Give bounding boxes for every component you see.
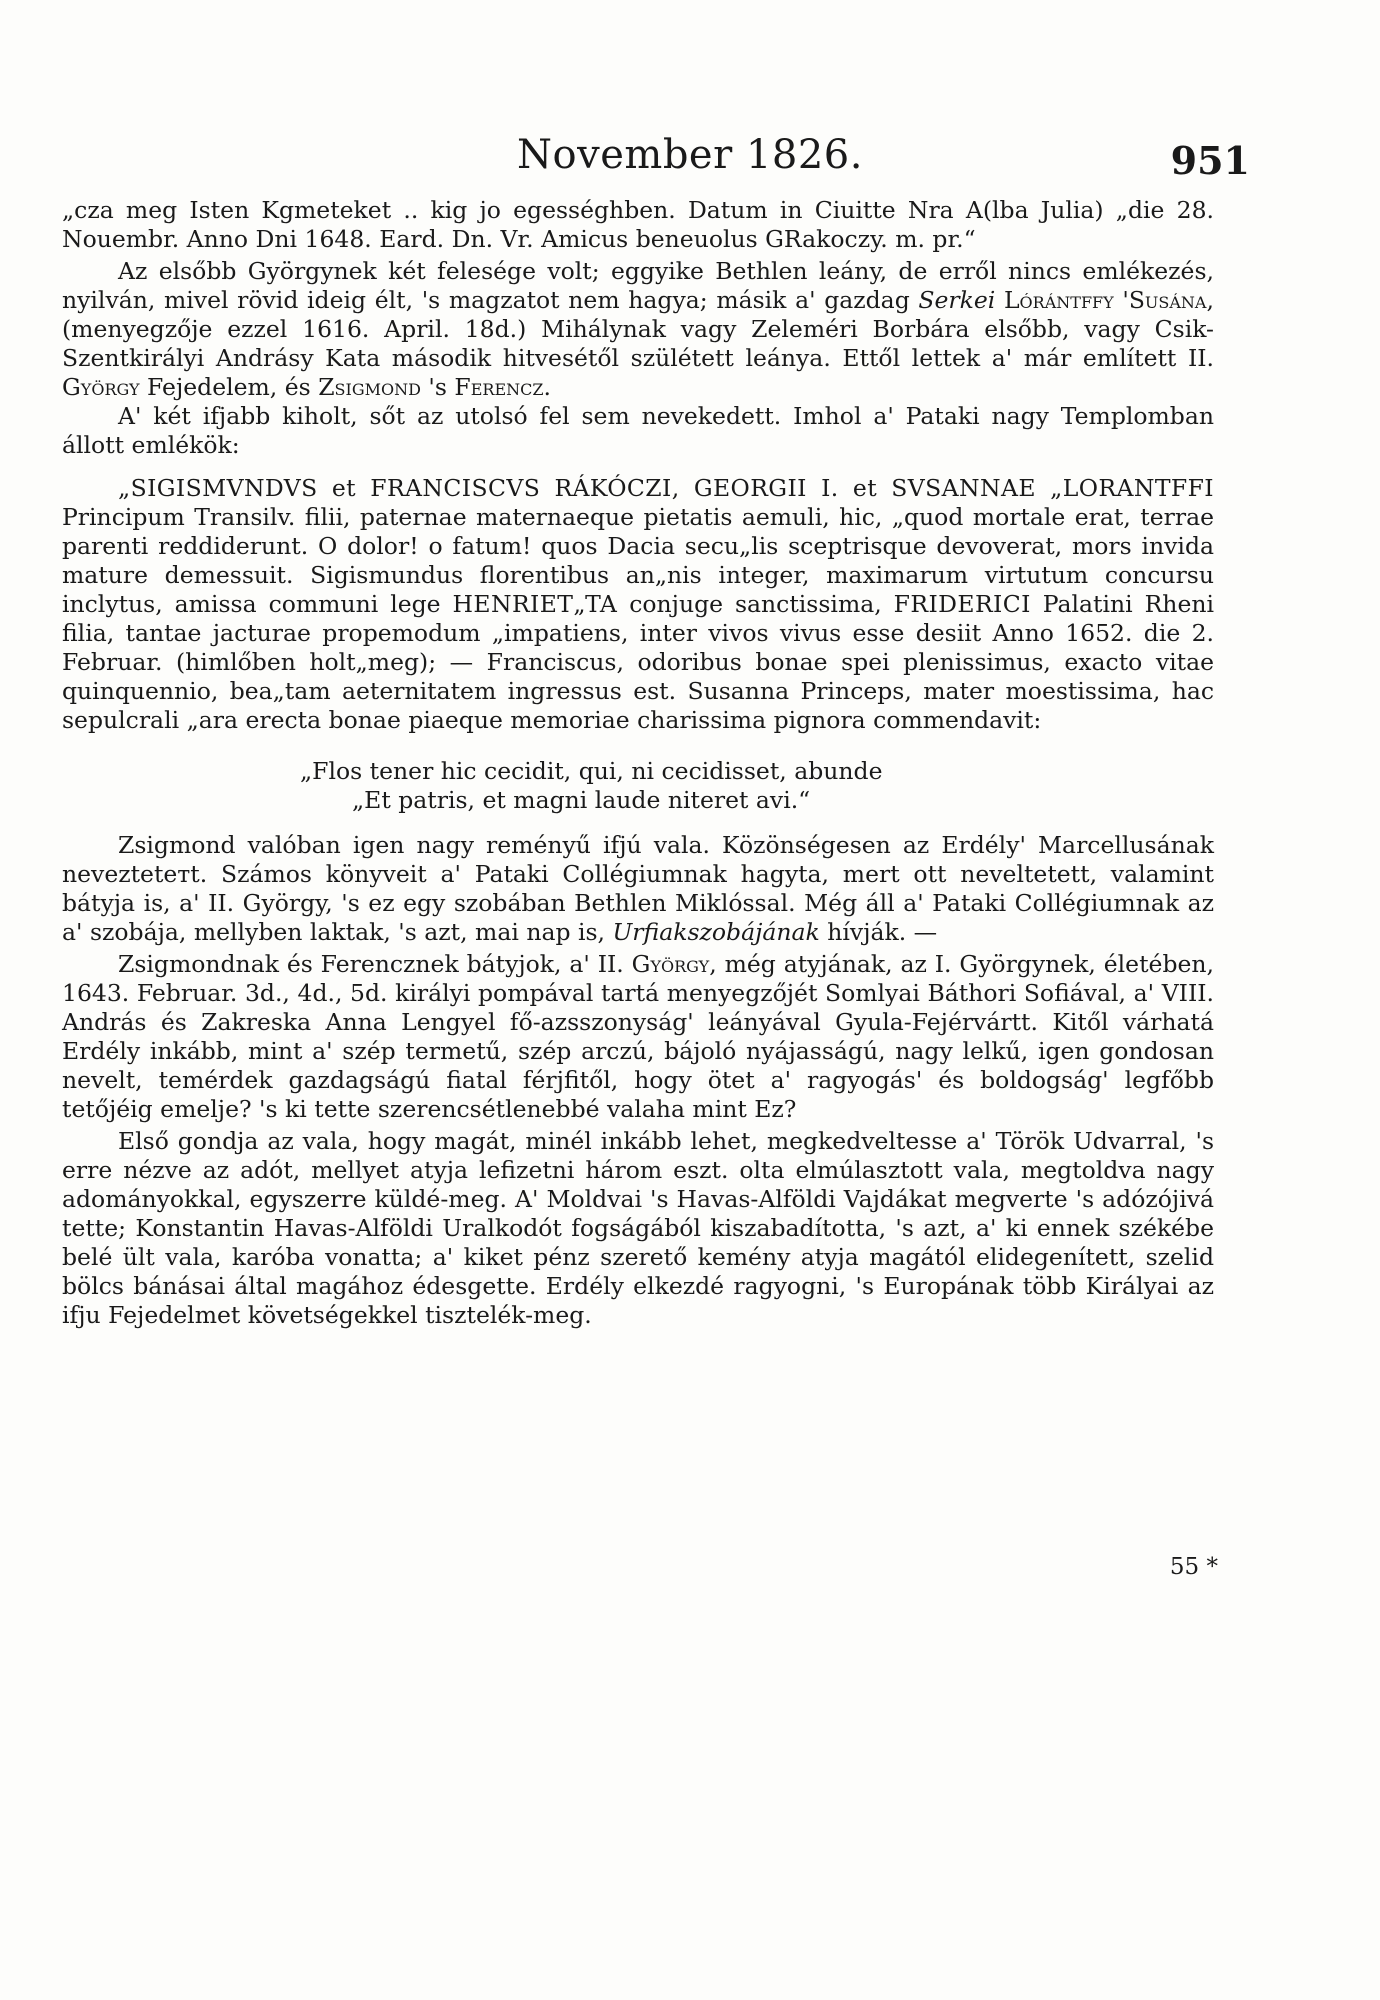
para4-start: Zsigmondnak és Ferencznek bátyjok, a' II.: [118, 950, 632, 978]
urfiak-italic: Urfiakszobájának: [612, 918, 820, 946]
inscription-text-3: Palatini Rheni filia, tantae jacturae propemodum „impatiens, inter vivos vivus esse desiit Anno 1652. die 2. Februar. (himlőben holt„meg); — Franciscus, odoribus bonae spei plenissimus, exacto vitae quinquennio, bea„tam aeternitatem ingressus est. Susanna Princeps, mater moestissima, hac sepulcrali „ara erecta bonae piaeque memoriae charissima pignora commendavit:: [62, 590, 1215, 734]
para4-end: , még atyjának, az I. Györgynek, életében, 1643. Februar. 3d., 4d., 5d. királyi pompával tartá menyegzőjét Somlyai Báthori Sofiával, a' VIII. András és Zakreska Anna Lengyel fő-azsszonyság' leányával Gyula-Fejérvártt. Kitől várhatá Erdély inkább, mint a' szép termetű, szép arczú, bájoló nyájasságú, nagy lelkű, igen gondosan nevelt, temérdek gazdagságú fiatal férjfitől, hogy ötet a' ragyogás' és boldogság' legfőbb tetőjéig emelje? 's ki tette szerencsétlenebbé valaha mint Ez?: [62, 950, 1215, 1123]
zsigmond-name: Zsigmond: [318, 373, 421, 401]
paragraph-wedding: [62, 950, 1214, 1124]
para1-end: .: [543, 373, 551, 401]
gyorgy-name: György: [62, 373, 140, 401]
para1-text: Az elsőbb Györgynek két felesége volt; eggyike Bethlen leány, de erről nincs emlékezés, nyilván, mivel rövid ideig élt, 's magzatot nem hagya; másik a' gazdag: [62, 257, 1214, 314]
ferencz-name: Ferencz: [454, 373, 544, 401]
paragraph-first-gyorgy: [62, 257, 1214, 402]
para1-middle3: 's: [420, 373, 455, 401]
verse-line-2: „Et patris, et magni laude niteret avi.“: [352, 786, 811, 814]
inscription-caps-1: „SIGISMVNDVS et FRANCISCVS RÁKÓCZI, GEORGII I. et SVSANNAE „LORANTFFI: [118, 474, 1214, 502]
paragraph-first-care: Első gondja az vala, hogy magát, minél inkább lehet, megkedveltesse a' Török Udvarral, 's erre nézve az adót, mellyet atyja lefizetni három eszt. olta elmúlasztott vala, megtoldva nagy adományokkal, egyszerre küldé-meg. A' Moldvai 's Havas-Alföldi Vajdákat megverte 's adózójivá tette; Konstantin Havas-Alföldi Uralkodót fogságából kiszabadította, 's azt, a' ki ennek székébe belé ült vala, karóba vonatta; a' kiket pénz szerető kemény atyja magától elidegenített, szelid bölcs bánásai által magához édesgette. Erdély elkezdé ragyogni, 's Europának több Királyai az ifju Fejedelmet követségekkel tisztelék-meg.: [62, 1127, 1214, 1329]
gyorgy-name-2: György: [631, 950, 710, 978]
serkei-italic: Serkei: [918, 286, 996, 314]
inscription-caps-2: HENRIET„TA: [452, 590, 618, 618]
page-title: November 1826.: [517, 132, 863, 178]
paragraph-tomb: A' két ifjabb kiholt, sőt az utolsó fel sem nevekedett. Imhol a' Pataki nagy Templomban állott emlékök:: [62, 402, 1214, 459]
para3-text: Zsigmond valóban igen nagy reményű ifjú vala. Közönségesen az Erdély' Marcellusának nevezteteтt. Számos könyveit a' Pataki Collégiumnak hagyta, mert ott neveltetett, valamint bátyja is, a' II. György, 's ez egy szobában Bethlen Miklóssal. Még áll a' Pataki Collégiumnak az a' szobája, mellyben laktak, 's azt, mai nap is,: [62, 831, 1214, 946]
inscription-caps-3: FRIDERICI: [893, 590, 1031, 618]
verse-line-1: „Flos tener hic cecidit, qui, ni cecidisset, abunde: [300, 757, 883, 785]
body-text: [62, 196, 1214, 1330]
inscription-text-1: Principum Transilv. filii, paternae maternaeque pietatis aemuli, hic, „quod mortale erat, terrae parenti reddiderunt. O dolor! o fatum! quos Dacia secu„lis sceptrisque devoverat, mors invida mature demessuit. Sigismundus florentibus an„nis integer, maximarum virtutum concursu inclytus, amissa communi lege: [62, 503, 1214, 618]
para1-middle: , (menyegzője ezzel 1616. April. 18d.) Mihálynak vagy Zeleméri Borbára elsőbb, vagy Csik-Szentkirályi Andrásy Kata második hitvesétől szülétett leánya. Ettől lettek a' már említett II.: [62, 286, 1214, 372]
page-header: [60, 132, 1320, 192]
paragraph-zsigmond: [62, 831, 1214, 947]
verse: [62, 757, 1214, 815]
inscription: [62, 474, 1214, 735]
para3-end: hívják. —: [819, 918, 938, 946]
inscription-text-2: conjuge sanctissima,: [617, 590, 894, 618]
para1-middle2: Fejedelem, és: [139, 373, 319, 401]
signature-mark: 55 *: [1169, 1554, 1218, 1580]
page-number: 951: [1170, 138, 1250, 183]
lorantffy-name: Lórántffy 'Susána: [1003, 286, 1207, 314]
letter-closing: „cza meg Isten Kgmeteket .. kig jo egességhben. Datum in Ciuitte Nra A(lba Julia) „die 28. Nouembr. Anno Dni 1648. Eard. Dn. Vr. Amicus beneuolus GRakoczy. m. pr.“: [62, 196, 1214, 253]
